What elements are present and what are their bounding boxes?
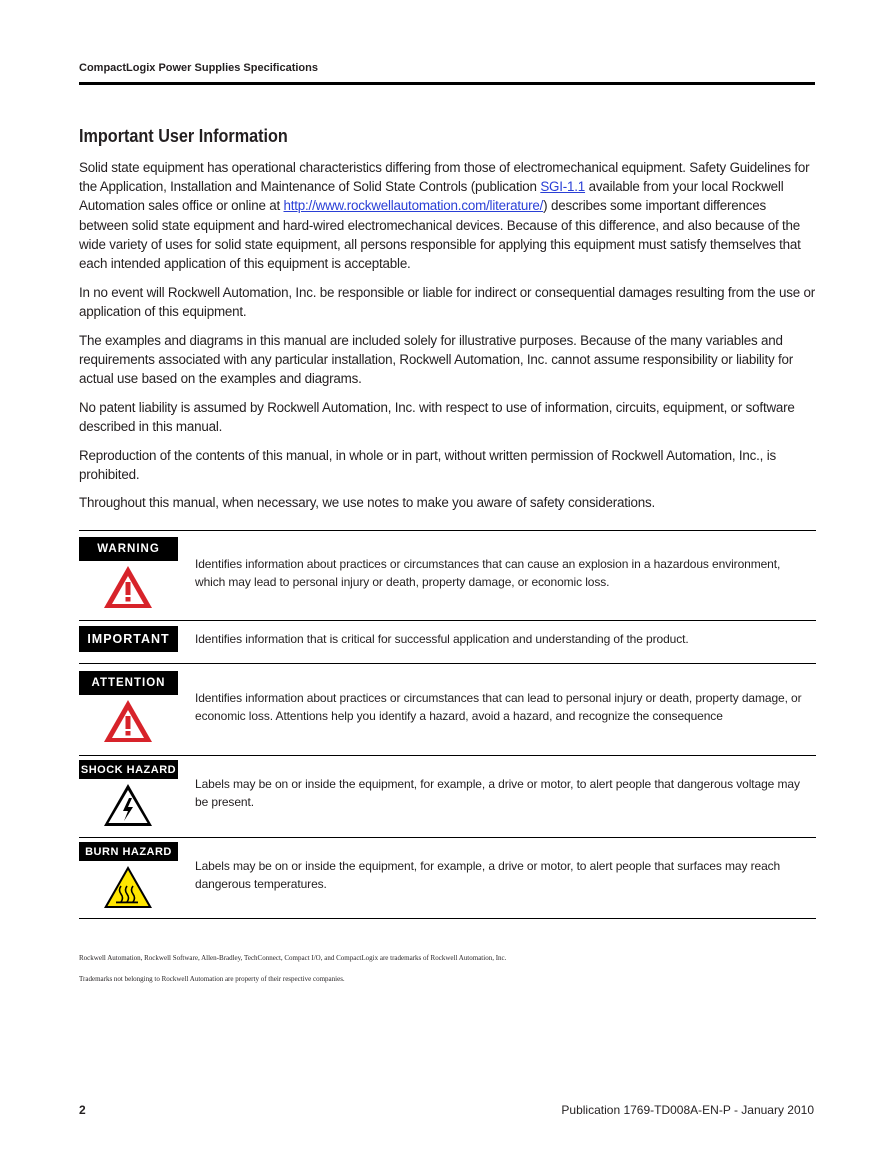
paragraph-6: Throughout this manual, when necessary, we use notes to make you aware of safety considerations. bbox=[79, 495, 656, 510]
table-rule bbox=[79, 755, 816, 756]
paragraph-4: No patent liability is assumed by Rockwell Automation, Inc. with respect to use of information, circuits, equipment, or software described in this manual. bbox=[79, 400, 795, 435]
important-label: IMPORTANT bbox=[79, 626, 178, 652]
table-rule bbox=[79, 530, 816, 531]
warning-label: WARNING bbox=[79, 537, 178, 561]
page-number: 2 bbox=[79, 1103, 86, 1117]
shock-hazard-icon bbox=[102, 782, 154, 828]
attention-label: ATTENTION bbox=[79, 671, 178, 695]
attention-triangle-icon bbox=[102, 698, 154, 744]
attention-text: Identifies information about practices or circumstances that can lead to personal injury or death, property damage, or economic loss. Attentions help you identify a hazard, avoid a hazard, and recognize the consequence bbox=[195, 691, 802, 723]
literature-link[interactable]: http://www.rockwellautomation.com/literature/ bbox=[283, 198, 544, 214]
trademarks-note: Rockwell Automation, Rockwell Software, Allen-Bradley, TechConnect, Compact I/O, and CompactLogix are trademarks of Rockwell Automation, Inc. bbox=[79, 954, 507, 962]
paragraph-1-text-a: Solid state equipment has operational characteristics differing from those of electromechanical equipment. Safety Guidelines for the Application, Installation and Maintenance of Solid State Controls (publication bbox=[79, 160, 810, 195]
running-header: CompactLogix Power Supplies Specifications bbox=[79, 62, 318, 74]
header-rule bbox=[79, 82, 815, 85]
shock-hazard-label: SHOCK HAZARD bbox=[79, 760, 178, 779]
burn-hazard-label: BURN HAZARD bbox=[79, 842, 178, 861]
section-title: Important User Information bbox=[79, 126, 288, 146]
paragraph-1-text-c: ) describes some important differences between solid state equipment and hard-wired electromechanical devices. Because of this difference, and also because of the wide variety of uses for solid state equipment, all persons responsible for applying this equipment must satisfy themselves that each intended application of this equipment is acceptable. bbox=[79, 198, 801, 272]
paragraph-1 bbox=[79, 158, 815, 273]
burn-hazard-text: Labels may be on or inside the equipment, for example, a drive or motor, to alert people that surfaces may reach dangerous temperatures. bbox=[195, 859, 781, 891]
burn-hazard-icon bbox=[102, 864, 154, 910]
publication-info: Publication 1769-TD008A-EN-P - January 2010 bbox=[561, 1103, 814, 1117]
paragraph-2: In no event will Rockwell Automation, Inc. be responsible or liable for indirect or consequential damages resulting from the use or application of this equipment. bbox=[79, 285, 815, 320]
paragraph-3: The examples and diagrams in this manual are included solely for illustrative purposes. Because of the many variables and requirements associated with any particular installation, Rockwell Automation, Inc. cannot assume responsibility or liability for actual use based on the examples and diagrams. bbox=[79, 333, 794, 387]
shock-hazard-text: Labels may be on or inside the equipment, for example, a drive or motor, to alert people that dangerous voltage may be present. bbox=[195, 777, 800, 809]
sgi-link[interactable]: SGI-1.1 bbox=[540, 179, 586, 195]
table-rule bbox=[79, 620, 816, 621]
important-text: Identifies information that is critical for successful application and understanding of the product. bbox=[195, 632, 689, 646]
paragraph-1-text-b: available from your local Rockwell Automation sales office or online at bbox=[79, 179, 784, 214]
warning-text: Identifies information about practices or circumstances that can cause an explosion in a hazardous environment, which may lead to personal injury or death, property damage, or economic loss. bbox=[195, 557, 781, 589]
table-rule bbox=[79, 837, 816, 838]
trademarks-other-note: Trademarks not belonging to Rockwell Automation are property of their respective companies. bbox=[79, 975, 345, 983]
warning-triangle-icon bbox=[102, 564, 154, 610]
table-rule bbox=[79, 918, 816, 919]
paragraph-5: Reproduction of the contents of this manual, in whole or in part, without written permission of Rockwell Automation, Inc., is prohibited. bbox=[79, 448, 776, 483]
table-rule bbox=[79, 663, 816, 664]
